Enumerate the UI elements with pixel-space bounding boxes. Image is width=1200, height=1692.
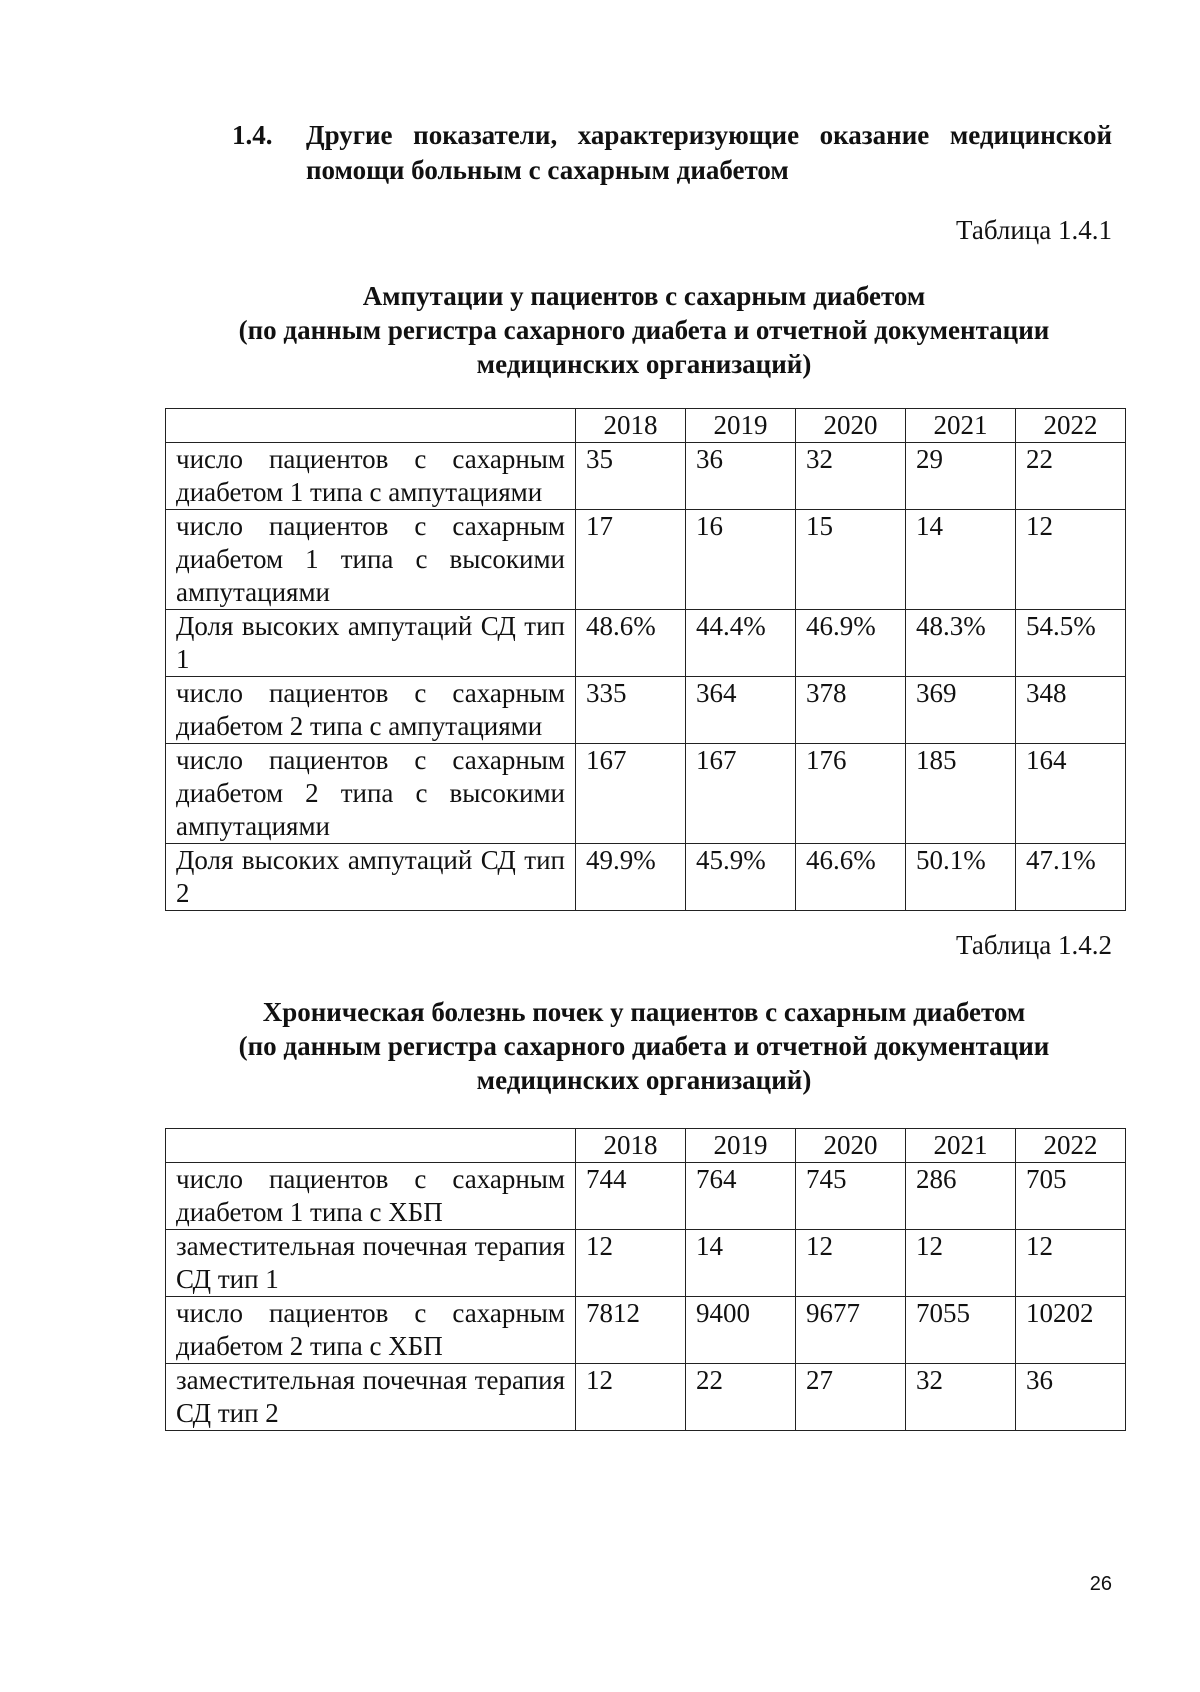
table-row-label: число пациентов с сахарным диабетом 2 типа с ХБП bbox=[166, 1297, 576, 1364]
table-cell: 46.9% bbox=[796, 610, 906, 677]
table-cell: 9677 bbox=[796, 1297, 906, 1364]
table-cell: 14 bbox=[686, 1230, 796, 1297]
table-cell: 12 bbox=[906, 1230, 1016, 1297]
table-header-row bbox=[166, 409, 1126, 443]
section-number: 1.4. bbox=[232, 120, 273, 150]
table-header-corner bbox=[166, 1129, 576, 1163]
table-cell: 764 bbox=[686, 1163, 796, 1230]
table-row bbox=[166, 610, 1126, 677]
table-cell: 705 bbox=[1016, 1163, 1126, 1230]
table-cell: 46.6% bbox=[796, 844, 906, 911]
table-header-year: 2020 bbox=[796, 409, 906, 443]
table-row-label: число пациентов с сахарным диабетом 2 типа с ампутациями bbox=[166, 677, 576, 744]
table-row-label: число пациентов с сахарным диабетом 1 типа с ампутациями bbox=[166, 443, 576, 510]
table-cell: 48.3% bbox=[906, 610, 1016, 677]
table-row-label: заместительная почечная терапия СД тип 1 bbox=[166, 1230, 576, 1297]
table-row bbox=[166, 1297, 1126, 1364]
table-cell: 185 bbox=[906, 744, 1016, 844]
table-row bbox=[166, 1364, 1126, 1431]
table-2-caption-line-1: Хроническая болезнь почек у пациентов с сахарным диабетом bbox=[262, 997, 1026, 1027]
table-cell: 54.5% bbox=[1016, 610, 1126, 677]
table-cell: 167 bbox=[576, 744, 686, 844]
table-cell: 27 bbox=[796, 1364, 906, 1431]
table-row bbox=[166, 510, 1126, 610]
table-header-year: 2018 bbox=[576, 1129, 686, 1163]
table-cell: 32 bbox=[906, 1364, 1016, 1431]
table-1-caption-line-2: (по данным регистра сахарного диабета и отчетной документации bbox=[238, 315, 1050, 345]
table-cell: 35 bbox=[576, 443, 686, 510]
table-1-caption-line-1: Ампутации у пациентов с сахарным диабетом bbox=[362, 281, 926, 311]
table-2-caption-line-3: медицинских организаций) bbox=[476, 1065, 812, 1095]
table-cell: 286 bbox=[906, 1163, 1016, 1230]
page-number: 26 bbox=[1089, 1573, 1112, 1595]
ckd-table bbox=[165, 1128, 1126, 1431]
table-cell: 12 bbox=[576, 1230, 686, 1297]
table-cell: 348 bbox=[1016, 677, 1126, 744]
table-row-label: Доля высоких ампутаций СД тип 2 bbox=[166, 844, 576, 911]
table-cell: 744 bbox=[576, 1163, 686, 1230]
table-cell: 7812 bbox=[576, 1297, 686, 1364]
table-cell: 16 bbox=[686, 510, 796, 610]
table-cell: 17 bbox=[576, 510, 686, 610]
table-row bbox=[166, 443, 1126, 510]
table-row-label: число пациентов с сахарным диабетом 2 типа с высокими ампутациями bbox=[166, 744, 576, 844]
table-cell: 22 bbox=[686, 1364, 796, 1431]
table-cell: 44.4% bbox=[686, 610, 796, 677]
table-cell: 7055 bbox=[906, 1297, 1016, 1364]
table-cell: 378 bbox=[796, 677, 906, 744]
table-row-label: число пациентов с сахарным диабетом 1 типа с высокими ампутациями bbox=[166, 510, 576, 610]
table-header-year: 2019 bbox=[686, 1129, 796, 1163]
table-cell: 9400 bbox=[686, 1297, 796, 1364]
table-row-label: число пациентов с сахарным диабетом 1 типа с ХБП bbox=[166, 1163, 576, 1230]
table-cell: 29 bbox=[906, 443, 1016, 510]
table-cell: 50.1% bbox=[906, 844, 1016, 911]
table-2-caption bbox=[160, 995, 1128, 1097]
table-cell: 12 bbox=[1016, 1230, 1126, 1297]
table-cell: 12 bbox=[1016, 510, 1126, 610]
table-cell: 176 bbox=[796, 744, 906, 844]
table-2-caption-line-2: (по данным регистра сахарного диабета и отчетной документации bbox=[238, 1031, 1050, 1061]
table-cell: 335 bbox=[576, 677, 686, 744]
table-1-caption-line-3: медицинских организаций) bbox=[476, 349, 812, 379]
table-cell: 164 bbox=[1016, 744, 1126, 844]
table-cell: 364 bbox=[686, 677, 796, 744]
table-row bbox=[166, 677, 1126, 744]
table-cell: 15 bbox=[796, 510, 906, 610]
table-cell: 36 bbox=[686, 443, 796, 510]
table-cell: 12 bbox=[576, 1364, 686, 1431]
table-1-caption bbox=[160, 279, 1128, 381]
amputations-table bbox=[165, 408, 1126, 911]
table-cell: 45.9% bbox=[686, 844, 796, 911]
table-header-corner bbox=[166, 409, 576, 443]
table-row-label: заместительная почечная терапия СД тип 2 bbox=[166, 1364, 576, 1431]
table-header-year: 2021 bbox=[906, 1129, 1016, 1163]
table-row bbox=[166, 744, 1126, 844]
table-header-year: 2018 bbox=[576, 409, 686, 443]
table-cell: 10202 bbox=[1016, 1297, 1126, 1364]
table-cell: 47.1% bbox=[1016, 844, 1126, 911]
table-header-row bbox=[166, 1129, 1126, 1163]
table-header-year: 2022 bbox=[1016, 1129, 1126, 1163]
table-cell: 369 bbox=[906, 677, 1016, 744]
table-row-label: Доля высоких ампутаций СД тип 1 bbox=[166, 610, 576, 677]
table-header-year: 2019 bbox=[686, 409, 796, 443]
table-cell: 167 bbox=[686, 744, 796, 844]
table-cell: 49.9% bbox=[576, 844, 686, 911]
table-row bbox=[166, 1163, 1126, 1230]
table-1-label: Таблица 1.4.1 bbox=[956, 215, 1112, 245]
table-cell: 14 bbox=[906, 510, 1016, 610]
table-row bbox=[166, 844, 1126, 911]
table-header-year: 2020 bbox=[796, 1129, 906, 1163]
section-title: Другие показатели, характеризующие оказание медицинской помощи больным с сахарным диабетом bbox=[306, 120, 1112, 185]
table-header-year: 2021 bbox=[906, 409, 1016, 443]
table-header-year: 2022 bbox=[1016, 409, 1126, 443]
table-cell: 32 bbox=[796, 443, 906, 510]
table-row bbox=[166, 1230, 1126, 1297]
table-cell: 12 bbox=[796, 1230, 906, 1297]
table-cell: 48.6% bbox=[576, 610, 686, 677]
table-cell: 22 bbox=[1016, 443, 1126, 510]
table-cell: 745 bbox=[796, 1163, 906, 1230]
table-2-label: Таблица 1.4.2 bbox=[956, 930, 1112, 960]
table-cell: 36 bbox=[1016, 1364, 1126, 1431]
